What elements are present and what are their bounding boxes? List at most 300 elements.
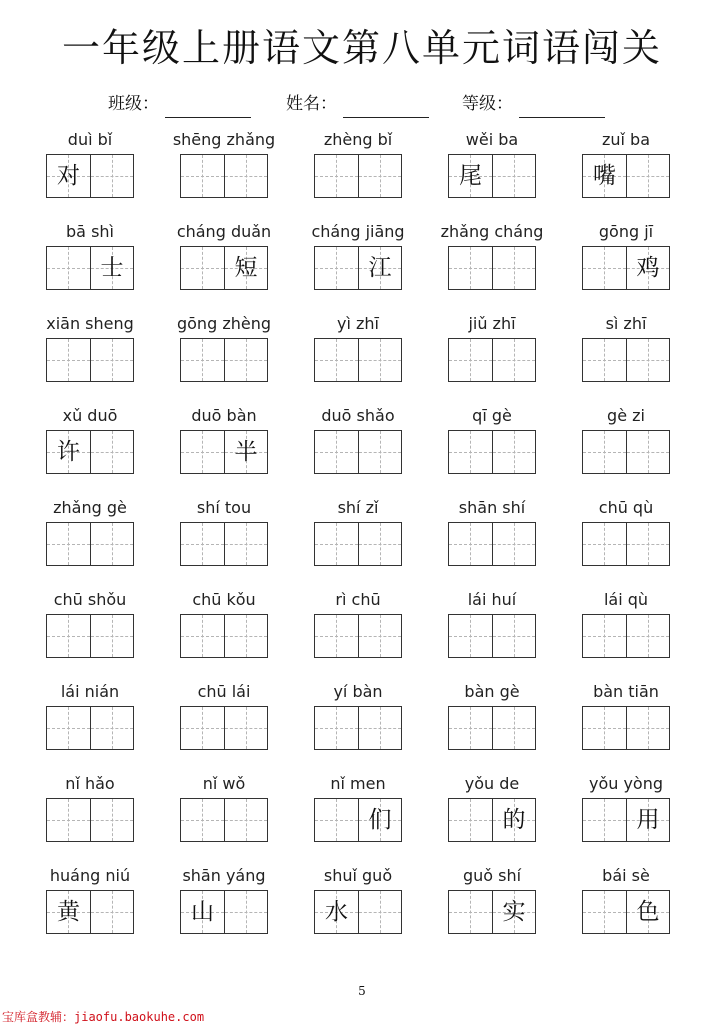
writing-box[interactable] bbox=[583, 431, 626, 473]
writing-box[interactable] bbox=[583, 891, 626, 933]
tianzige-box-pair bbox=[46, 154, 134, 198]
word-cell bbox=[159, 406, 289, 478]
hint-character bbox=[359, 339, 401, 381]
writing-box[interactable] bbox=[224, 523, 267, 565]
pinyin-label: gōng jī bbox=[598, 222, 654, 241]
hint-character: 短 bbox=[234, 255, 258, 281]
pinyin-label: rì chū bbox=[335, 590, 381, 609]
writing-box[interactable] bbox=[90, 155, 133, 197]
writing-box[interactable] bbox=[315, 523, 358, 565]
pinyin-label: lái qù bbox=[603, 590, 649, 609]
pinyin-label: duì bǐ bbox=[67, 130, 113, 149]
hint-character bbox=[359, 615, 401, 657]
word-cell bbox=[293, 774, 423, 846]
writing-box[interactable] bbox=[181, 891, 224, 933]
word-cell bbox=[561, 406, 691, 478]
tianzige-box-pair bbox=[582, 338, 670, 382]
tianzige-box-pair bbox=[180, 706, 268, 750]
hint-character bbox=[225, 155, 267, 197]
hint-character bbox=[315, 615, 358, 657]
writing-box[interactable] bbox=[181, 247, 224, 289]
hint-character: 尾 bbox=[458, 163, 482, 189]
writing-box[interactable] bbox=[90, 339, 133, 381]
footer-watermark: 宝库盒教辅：jiaofu.baokuhe.com bbox=[2, 1010, 205, 1024]
tianzige-box-pair bbox=[582, 154, 670, 198]
tianzige-box-pair bbox=[46, 522, 134, 566]
hint-character bbox=[583, 339, 626, 381]
writing-box[interactable] bbox=[315, 431, 358, 473]
word-cell bbox=[25, 682, 155, 754]
hint-character: 的 bbox=[502, 807, 526, 833]
writing-box[interactable] bbox=[90, 431, 133, 473]
pinyin-label: sì zhī bbox=[605, 314, 647, 333]
tianzige-box-pair bbox=[314, 890, 402, 934]
pinyin-label: nǐ wǒ bbox=[202, 774, 246, 793]
writing-box[interactable] bbox=[224, 247, 267, 289]
hint-character bbox=[181, 155, 224, 197]
writing-box[interactable] bbox=[224, 155, 267, 197]
word-cell bbox=[427, 314, 557, 386]
writing-box[interactable] bbox=[358, 431, 401, 473]
pinyin-label: zhǎng gè bbox=[53, 498, 127, 517]
word-cell bbox=[159, 590, 289, 662]
writing-box[interactable] bbox=[315, 339, 358, 381]
hint-character bbox=[493, 523, 535, 565]
pinyin-label: jiǔ zhī bbox=[468, 314, 516, 333]
pinyin-label: shuǐ guǒ bbox=[323, 866, 393, 885]
hint-character: 嘴 bbox=[592, 163, 616, 189]
pinyin-label: yǒu yòng bbox=[588, 774, 664, 793]
writing-box[interactable] bbox=[90, 707, 133, 749]
writing-box[interactable] bbox=[181, 615, 224, 657]
writing-box[interactable] bbox=[626, 891, 669, 933]
writing-box[interactable] bbox=[492, 339, 535, 381]
word-cell bbox=[25, 222, 155, 294]
pinyin-label: zuǐ ba bbox=[601, 130, 651, 149]
pinyin-label: cháng duǎn bbox=[176, 222, 272, 241]
hint-character: 黄 bbox=[56, 899, 80, 925]
word-cell bbox=[25, 774, 155, 846]
writing-box[interactable] bbox=[449, 707, 492, 749]
writing-box[interactable] bbox=[90, 799, 133, 841]
hint-character: 对 bbox=[56, 163, 80, 189]
writing-box[interactable] bbox=[181, 799, 224, 841]
hint-character: 色 bbox=[636, 899, 660, 925]
pinyin-label: yí bàn bbox=[333, 682, 383, 701]
hint-character bbox=[315, 339, 358, 381]
hint-character: 山 bbox=[190, 899, 214, 925]
hint-character bbox=[315, 431, 358, 473]
hint-character bbox=[449, 431, 492, 473]
writing-box[interactable] bbox=[224, 799, 267, 841]
writing-box[interactable] bbox=[449, 339, 492, 381]
word-cell bbox=[293, 590, 423, 662]
pinyin-label: duō bàn bbox=[191, 406, 257, 425]
pinyin-label: guǒ shí bbox=[462, 866, 522, 885]
word-cell bbox=[159, 774, 289, 846]
tianzige-box-pair bbox=[180, 522, 268, 566]
hint-character bbox=[225, 615, 267, 657]
word-cell bbox=[293, 682, 423, 754]
pinyin-label: shān shí bbox=[458, 498, 526, 517]
word-cell bbox=[561, 590, 691, 662]
hint-character bbox=[583, 431, 626, 473]
hint-character bbox=[359, 155, 401, 197]
writing-box[interactable] bbox=[315, 247, 358, 289]
writing-box[interactable] bbox=[626, 707, 669, 749]
hint-character bbox=[493, 615, 535, 657]
hint-character bbox=[359, 891, 401, 933]
word-cell bbox=[159, 130, 289, 202]
writing-box[interactable] bbox=[181, 431, 224, 473]
tianzige-box-pair bbox=[46, 246, 134, 290]
writing-box[interactable] bbox=[583, 799, 626, 841]
tianzige-box-pair bbox=[314, 246, 402, 290]
hint-character bbox=[359, 707, 401, 749]
word-cell bbox=[25, 406, 155, 478]
hint-character bbox=[181, 247, 224, 289]
writing-box[interactable] bbox=[90, 615, 133, 657]
writing-box[interactable] bbox=[47, 707, 90, 749]
name-label: 姓名： bbox=[286, 94, 337, 114]
pinyin-label: duō shǎo bbox=[321, 406, 395, 425]
word-cell bbox=[159, 314, 289, 386]
hint-character bbox=[627, 155, 669, 197]
hint-character bbox=[181, 615, 224, 657]
pinyin-label: gōng zhèng bbox=[176, 314, 271, 333]
word-cell bbox=[561, 774, 691, 846]
word-cell bbox=[427, 406, 557, 478]
pinyin-label: bàn tiān bbox=[593, 682, 659, 701]
word-cell bbox=[427, 130, 557, 202]
pinyin-label: zhèng bǐ bbox=[323, 130, 393, 149]
writing-box[interactable] bbox=[449, 615, 492, 657]
hint-character bbox=[315, 799, 358, 841]
writing-box[interactable] bbox=[626, 247, 669, 289]
pinyin-label: nǐ hǎo bbox=[65, 774, 115, 793]
pinyin-label: chū qù bbox=[598, 498, 654, 517]
hint-character bbox=[359, 523, 401, 565]
writing-box[interactable] bbox=[358, 707, 401, 749]
writing-box[interactable] bbox=[492, 615, 535, 657]
hint-character bbox=[449, 707, 492, 749]
hint-character bbox=[91, 523, 133, 565]
hint-character bbox=[225, 799, 267, 841]
hint-character bbox=[493, 431, 535, 473]
hint-character bbox=[91, 155, 133, 197]
writing-box[interactable] bbox=[47, 891, 90, 933]
writing-box[interactable] bbox=[90, 523, 133, 565]
writing-box[interactable] bbox=[449, 523, 492, 565]
hint-character bbox=[91, 799, 133, 841]
writing-box[interactable] bbox=[583, 247, 626, 289]
hint-character bbox=[627, 523, 669, 565]
writing-box[interactable] bbox=[358, 523, 401, 565]
writing-box[interactable] bbox=[181, 707, 224, 749]
writing-box[interactable] bbox=[358, 155, 401, 197]
hint-character bbox=[493, 155, 535, 197]
hint-character bbox=[181, 799, 224, 841]
writing-box[interactable] bbox=[449, 247, 492, 289]
pinyin-label: lái huí bbox=[467, 590, 517, 609]
tianzige-box-pair bbox=[46, 338, 134, 382]
hint-character bbox=[583, 247, 626, 289]
pinyin-label: qī gè bbox=[472, 406, 512, 425]
tianzige-box-pair bbox=[46, 430, 134, 474]
word-cell bbox=[159, 222, 289, 294]
pinyin-label: nǐ men bbox=[330, 774, 386, 793]
writing-box[interactable] bbox=[358, 799, 401, 841]
word-cell bbox=[561, 866, 691, 938]
writing-box[interactable] bbox=[626, 431, 669, 473]
hint-character bbox=[315, 523, 358, 565]
pinyin-label: shān yáng bbox=[182, 866, 266, 885]
pinyin-label: bā shì bbox=[66, 222, 114, 241]
tianzige-box-pair bbox=[180, 798, 268, 842]
writing-box[interactable] bbox=[492, 891, 535, 933]
writing-box[interactable] bbox=[90, 891, 133, 933]
tianzige-box-pair bbox=[180, 614, 268, 658]
hint-character bbox=[359, 431, 401, 473]
pinyin-label: bàn gè bbox=[464, 682, 520, 701]
hint-character bbox=[225, 707, 267, 749]
tianzige-box-pair bbox=[582, 246, 670, 290]
writing-box[interactable] bbox=[626, 615, 669, 657]
hint-character: 士 bbox=[100, 255, 124, 281]
writing-box[interactable] bbox=[449, 799, 492, 841]
hint-character bbox=[449, 247, 492, 289]
tianzige-box-pair bbox=[448, 522, 536, 566]
pinyin-label: zhǎng cháng bbox=[440, 222, 544, 241]
tianzige-box-pair bbox=[46, 614, 134, 658]
tianzige-box-pair bbox=[314, 430, 402, 474]
pinyin-label: yì zhī bbox=[337, 314, 379, 333]
tianzige-box-pair bbox=[180, 338, 268, 382]
pinyin-label: gè zi bbox=[607, 406, 645, 425]
pinyin-label: wěi ba bbox=[465, 130, 519, 149]
hint-character bbox=[493, 707, 535, 749]
writing-box[interactable] bbox=[47, 615, 90, 657]
pinyin-label: shēng zhǎng bbox=[172, 130, 276, 149]
word-cell bbox=[561, 314, 691, 386]
tianzige-box-pair bbox=[314, 798, 402, 842]
writing-box[interactable] bbox=[315, 155, 358, 197]
writing-box[interactable] bbox=[492, 523, 535, 565]
writing-box[interactable] bbox=[47, 339, 90, 381]
writing-box[interactable] bbox=[583, 339, 626, 381]
hint-character bbox=[181, 707, 224, 749]
writing-box[interactable] bbox=[181, 155, 224, 197]
word-cell bbox=[427, 222, 557, 294]
tianzige-box-pair bbox=[180, 430, 268, 474]
hint-character: 许 bbox=[56, 439, 80, 465]
word-cell bbox=[293, 222, 423, 294]
writing-box[interactable] bbox=[315, 707, 358, 749]
hint-character: 江 bbox=[368, 255, 392, 281]
tianzige-box-pair bbox=[582, 798, 670, 842]
hint-character bbox=[449, 615, 492, 657]
writing-box[interactable] bbox=[492, 431, 535, 473]
writing-box[interactable] bbox=[47, 523, 90, 565]
word-cell bbox=[293, 406, 423, 478]
pinyin-label: shí tou bbox=[196, 498, 252, 517]
hint-character bbox=[91, 615, 133, 657]
hint-character bbox=[225, 523, 267, 565]
class-label: 班级： bbox=[108, 94, 159, 114]
hint-character bbox=[627, 339, 669, 381]
pinyin-label: chū kǒu bbox=[192, 590, 256, 609]
writing-box[interactable] bbox=[583, 523, 626, 565]
writing-box[interactable] bbox=[492, 247, 535, 289]
word-cell bbox=[25, 314, 155, 386]
pinyin-label: xǔ duō bbox=[62, 406, 118, 425]
writing-box[interactable] bbox=[358, 615, 401, 657]
writing-box[interactable] bbox=[47, 799, 90, 841]
pinyin-label: chū shǒu bbox=[53, 590, 127, 609]
grade-label: 等级： bbox=[462, 94, 513, 114]
hint-character: 半 bbox=[234, 439, 258, 465]
hint-character bbox=[181, 431, 224, 473]
tianzige-box-pair bbox=[448, 338, 536, 382]
page-title: 一年级上册语文第八单元词语闯关 bbox=[61, 26, 662, 70]
writing-box[interactable] bbox=[181, 523, 224, 565]
tianzige-box-pair bbox=[314, 706, 402, 750]
tianzige-box-pair bbox=[582, 430, 670, 474]
hint-character bbox=[583, 707, 626, 749]
writing-box[interactable] bbox=[626, 799, 669, 841]
hint-character: 用 bbox=[636, 807, 660, 833]
tianzige-box-pair bbox=[448, 890, 536, 934]
tianzige-box-pair bbox=[314, 154, 402, 198]
tianzige-box-pair bbox=[180, 890, 268, 934]
word-cell bbox=[561, 222, 691, 294]
writing-box[interactable] bbox=[47, 155, 90, 197]
hint-character bbox=[181, 523, 224, 565]
tianzige-box-pair bbox=[582, 614, 670, 658]
tianzige-box-pair bbox=[448, 798, 536, 842]
hint-character bbox=[47, 523, 90, 565]
tianzige-box-pair bbox=[46, 890, 134, 934]
tianzige-box-pair bbox=[448, 614, 536, 658]
tianzige-box-pair bbox=[46, 798, 134, 842]
hint-character bbox=[583, 615, 626, 657]
hint-character bbox=[315, 155, 358, 197]
writing-box[interactable] bbox=[47, 247, 90, 289]
writing-box[interactable] bbox=[358, 891, 401, 933]
tianzige-box-pair bbox=[448, 430, 536, 474]
hint-character bbox=[91, 891, 133, 933]
hint-character bbox=[583, 891, 626, 933]
writing-box[interactable] bbox=[358, 247, 401, 289]
writing-box[interactable] bbox=[626, 155, 669, 197]
word-cell bbox=[25, 866, 155, 938]
writing-box[interactable] bbox=[358, 339, 401, 381]
hint-character bbox=[47, 799, 90, 841]
word-cell bbox=[293, 498, 423, 570]
hint-character bbox=[225, 891, 267, 933]
writing-box[interactable] bbox=[626, 523, 669, 565]
hint-character bbox=[493, 339, 535, 381]
hint-character: 鸡 bbox=[636, 255, 660, 281]
writing-box[interactable] bbox=[583, 155, 626, 197]
hint-character bbox=[583, 799, 626, 841]
tianzige-box-pair bbox=[582, 890, 670, 934]
writing-box[interactable] bbox=[224, 707, 267, 749]
tianzige-box-pair bbox=[314, 614, 402, 658]
pinyin-label: cháng jiāng bbox=[311, 222, 405, 241]
writing-box[interactable] bbox=[90, 247, 133, 289]
writing-box[interactable] bbox=[181, 339, 224, 381]
writing-box[interactable] bbox=[315, 799, 358, 841]
writing-box[interactable] bbox=[315, 615, 358, 657]
hint-character bbox=[627, 615, 669, 657]
writing-box[interactable] bbox=[315, 891, 358, 933]
writing-box[interactable] bbox=[224, 891, 267, 933]
writing-box[interactable] bbox=[583, 707, 626, 749]
word-cell bbox=[427, 498, 557, 570]
writing-box[interactable] bbox=[492, 799, 535, 841]
hint-character bbox=[315, 247, 358, 289]
writing-box[interactable] bbox=[492, 155, 535, 197]
word-cell bbox=[427, 866, 557, 938]
writing-box[interactable] bbox=[449, 155, 492, 197]
writing-box[interactable] bbox=[224, 431, 267, 473]
tianzige-box-pair bbox=[180, 246, 268, 290]
word-cell bbox=[427, 774, 557, 846]
word-cell bbox=[293, 130, 423, 202]
word-cell bbox=[561, 682, 691, 754]
hint-character bbox=[583, 523, 626, 565]
pinyin-label: shí zǐ bbox=[337, 498, 379, 517]
pinyin-label: bái sè bbox=[602, 866, 650, 885]
tianzige-box-pair bbox=[180, 154, 268, 198]
pinyin-label: chū lái bbox=[197, 682, 251, 701]
writing-box[interactable] bbox=[449, 431, 492, 473]
hint-character bbox=[449, 339, 492, 381]
page-number: 5 bbox=[358, 984, 366, 998]
word-cell bbox=[159, 682, 289, 754]
hint-character bbox=[181, 339, 224, 381]
writing-box[interactable] bbox=[626, 339, 669, 381]
hint-character bbox=[91, 431, 133, 473]
writing-box[interactable] bbox=[492, 707, 535, 749]
writing-box[interactable] bbox=[224, 615, 267, 657]
word-cell bbox=[427, 590, 557, 662]
pinyin-label: lái nián bbox=[60, 682, 120, 701]
hint-character: 实 bbox=[502, 899, 526, 925]
word-cell bbox=[25, 498, 155, 570]
tianzige-box-pair bbox=[448, 246, 536, 290]
writing-box[interactable] bbox=[224, 339, 267, 381]
hint-character bbox=[91, 707, 133, 749]
hint-character bbox=[47, 615, 90, 657]
hint-character bbox=[47, 247, 90, 289]
tianzige-box-pair bbox=[448, 706, 536, 750]
hint-character bbox=[493, 247, 535, 289]
writing-box[interactable] bbox=[583, 615, 626, 657]
tianzige-box-pair bbox=[46, 706, 134, 750]
hint-character: 水 bbox=[324, 899, 348, 925]
hint-character bbox=[449, 799, 492, 841]
tianzige-box-pair bbox=[582, 522, 670, 566]
hint-character bbox=[91, 339, 133, 381]
word-cell bbox=[293, 314, 423, 386]
tianzige-box-pair bbox=[582, 706, 670, 750]
writing-box[interactable] bbox=[47, 431, 90, 473]
tianzige-box-pair bbox=[314, 338, 402, 382]
writing-box[interactable] bbox=[449, 891, 492, 933]
word-cell bbox=[159, 498, 289, 570]
